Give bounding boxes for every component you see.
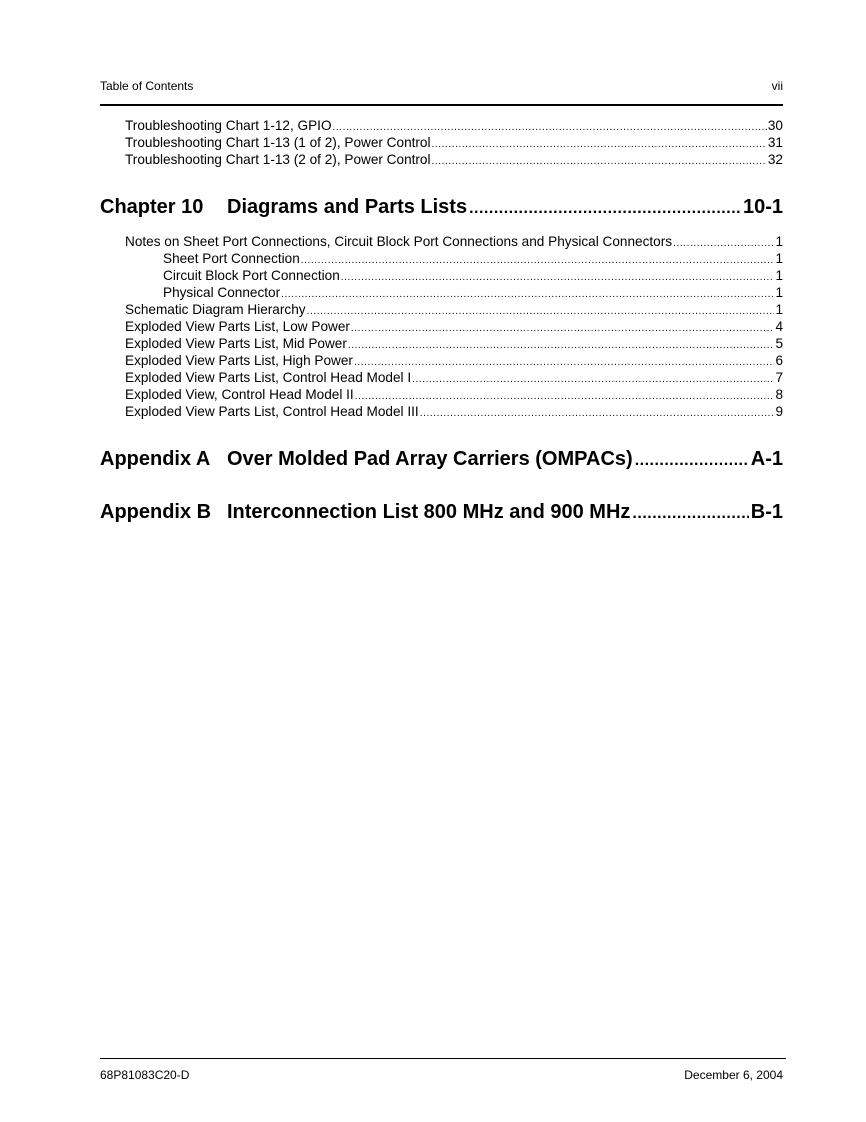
toc-entry-page: 5 [775,336,783,351]
toc-entry-page: 8 [775,387,783,402]
appendix-b-heading[interactable] [100,500,783,524]
toc-entry-title: Physical Connector [163,285,281,300]
toc-entry[interactable] [125,301,783,318]
toc-entry[interactable] [125,318,783,335]
chapter-page: 10-1 [742,196,783,218]
dot-leader [469,197,741,221]
toc-entry[interactable] [125,386,783,403]
toc-entry-title: Exploded View Parts List, High Power [125,353,353,368]
toc-entry-page: 1 [775,251,783,266]
toc-entry-title: Exploded View, Control Head Model II [125,387,354,402]
footer-date: December 6, 2004 [684,1068,783,1082]
toc-entry-title: Circuit Block Port Connection [163,268,340,283]
appendix-label: Appendix B [100,501,212,523]
toc-entry-page: 1 [775,285,783,300]
toc-entry-page: 1 [775,302,783,317]
toc-entry-page: 7 [775,370,783,385]
toc-entry-title: Sheet Port Connection [163,251,300,266]
toc-entry[interactable] [125,352,783,369]
toc-entry-page: 1 [775,268,783,283]
toc-entry-title: Troubleshooting Chart 1-13 (2 of 2), Power Control [125,152,431,167]
page-footer [100,1068,783,1084]
header-divider [100,104,783,106]
appendix-page: A-1 [750,448,783,470]
toc-entry-title: Schematic Diagram Hierarchy [125,302,306,317]
dot-leader [432,153,767,170]
toc-entry-page: 6 [775,353,783,368]
header-page-number: vii [771,79,783,93]
toc-entry-title: Exploded View Parts List, Control Head Model I [125,370,412,385]
toc-entry-title: Exploded View Parts List, Low Power [125,319,350,334]
toc-entry-page: 32 [767,152,783,167]
chapter-label: Chapter 10 [100,196,204,218]
appendix-title: Interconnection List 800 MHz and 900 MHz [227,501,631,523]
appendix-a-heading[interactable] [100,447,783,471]
toc-entry-title: Troubleshooting Chart 1-12, GPIO [125,118,332,133]
toc-entry-title: Exploded View Parts List, Control Head Model III [125,404,419,419]
toc-entry-title: Troubleshooting Chart 1-13 (1 of 2), Power Control [125,135,431,150]
toc-entry[interactable] [125,151,783,168]
toc-entry-page: 9 [775,404,783,419]
toc-entry[interactable] [125,233,783,250]
toc-subentry[interactable] [163,250,783,267]
appendix-title: Over Molded Pad Array Carriers (OMPACs) [227,448,633,470]
footer-divider [100,1058,786,1059]
header-section-title: Table of Contents [100,79,194,93]
toc-entry[interactable] [125,335,783,352]
dot-leader [635,449,749,473]
chapter-title: Diagrams and Parts Lists [227,196,468,218]
toc-entry-page: 4 [775,319,783,334]
toc-subentry[interactable] [163,284,783,301]
toc-entry-page: 31 [767,135,783,150]
toc-entry-page: 1 [775,234,783,249]
toc-entry[interactable] [125,134,783,151]
toc-entry[interactable] [125,369,783,386]
toc-entry-page: 30 [767,118,783,133]
appendix-page: B-1 [750,501,783,523]
dot-leader [632,502,748,526]
toc-entry-title: Notes on Sheet Port Connections, Circuit Block Port Connections and Physical Connectors [125,234,673,249]
toc-entry-title: Exploded View Parts List, Mid Power [125,336,347,351]
appendix-label: Appendix A [100,448,211,470]
toc-entry[interactable] [125,117,783,134]
dot-leader [420,405,775,422]
toc-subentry[interactable] [163,267,783,284]
page-header [100,79,783,95]
chapter-10-heading[interactable] [100,195,783,219]
toc-entry[interactable] [125,403,783,420]
footer-document-number: 68P81083C20-D [100,1068,190,1082]
